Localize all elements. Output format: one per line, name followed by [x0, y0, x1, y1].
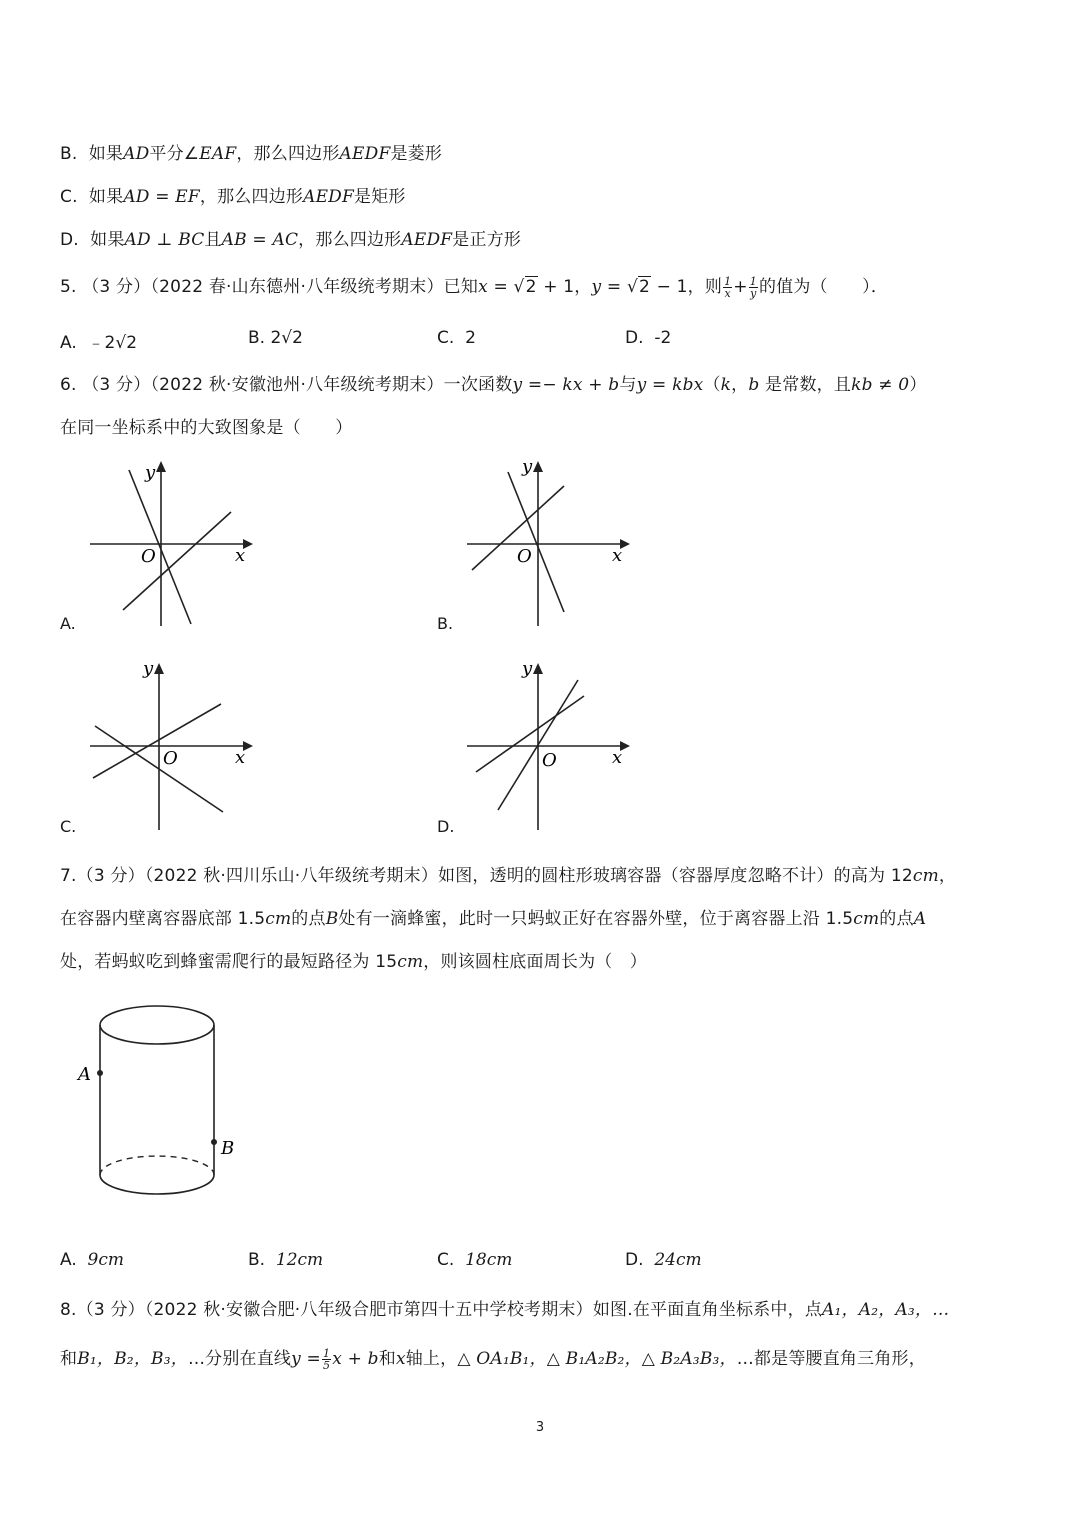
text: 8.（3 分）（2022 秋·安徽合肥·八年级合肥市第四十五中学校考期末）如图.在平面直角坐标系中，点 — [60, 1300, 823, 1320]
fraction — [749, 276, 758, 299]
fraction — [723, 276, 732, 299]
text: 是菱形 — [390, 144, 443, 164]
graph-c-label: C. — [60, 817, 77, 836]
text: 且 — [204, 230, 222, 250]
option-value: 12cm — [275, 1250, 324, 1270]
text: …分别在直线 — [187, 1349, 292, 1369]
graph-d-label: D. — [437, 817, 455, 836]
graph-a — [85, 450, 265, 635]
denominator: 5 — [323, 1358, 331, 1372]
graph-b-label: B. — [437, 614, 454, 633]
x-axis-label: x — [612, 747, 623, 768]
origin-label: O — [163, 748, 178, 769]
q5-option-c — [437, 328, 476, 348]
point-b-label: B — [221, 1138, 235, 1159]
text: ，则该圆柱底面周长为（ ） — [423, 952, 647, 972]
q4-option-b — [60, 139, 442, 164]
origin-label: O — [542, 750, 557, 771]
text: 是正方形 — [452, 230, 522, 250]
math: x + b — [332, 1349, 379, 1369]
math: k — [720, 375, 732, 395]
source: （2022 秋·安徽池州·八年级统考期末） — [150, 375, 444, 395]
math: y = kbx — [636, 375, 704, 395]
math: x — [395, 1349, 406, 1369]
text: ） — [909, 375, 927, 395]
text: ， — [938, 866, 957, 886]
text: 一次函数 — [443, 375, 513, 395]
text: 与 — [619, 375, 637, 395]
graph-b — [462, 450, 642, 635]
x-axis-label: x — [235, 747, 246, 768]
q7-stem-line3 — [60, 947, 647, 972]
text: − 1，则 — [651, 277, 723, 297]
text: 平分∠ — [149, 144, 200, 164]
math: cm — [265, 909, 292, 929]
point-b — [211, 1139, 217, 1145]
y-axis-label: y — [522, 658, 533, 679]
origin-label: O — [141, 546, 156, 567]
q5-option-d — [625, 328, 671, 348]
text: （ — [703, 375, 721, 395]
option-label: B. — [248, 1250, 266, 1270]
math: AD ⊥ BC — [124, 230, 205, 250]
graph-c — [85, 652, 265, 837]
page-number: 3 — [535, 1420, 545, 1435]
text: + — [733, 277, 748, 297]
text: 已知 — [443, 277, 479, 297]
text: 的点 — [291, 909, 326, 929]
text: 和 — [378, 1349, 396, 1369]
math: cm — [912, 866, 939, 886]
point-a — [97, 1070, 103, 1076]
text: 在容器内壁离容器底部 1.5 — [60, 909, 266, 929]
math: y = — [291, 1349, 321, 1369]
option-value: 18cm — [465, 1250, 513, 1270]
math: AEDF — [303, 187, 355, 207]
math: y =− kx + b — [512, 375, 620, 395]
q6-stem — [60, 370, 927, 395]
text: ， — [731, 375, 749, 395]
source: （2022 春·山东德州·八年级统考期末） — [150, 277, 444, 297]
math: AD — [123, 144, 150, 164]
q7-stem-line2 — [60, 904, 926, 929]
text: 如果 — [90, 230, 125, 250]
text: ，那么四边形 — [236, 144, 340, 164]
math: y = — [591, 277, 627, 297]
option-value: ﹣2√2 — [87, 333, 138, 353]
q5-stem — [60, 272, 888, 299]
q8-stem-line1 — [60, 1295, 949, 1320]
text: 7.（3 分）（2022 秋·四川乐山·八年级统考期末）如图，透明的圆柱形玻璃容器（容器厚度忽略不计）的高为 12 — [60, 866, 913, 886]
q6-stem-line2: 在同一坐标系中的大致图象是（ ） — [60, 418, 353, 438]
q4-option-d — [60, 225, 521, 250]
text: 处有一滴蜂蜜，此时一只蚂蚁正好在容器外壁，位于离容器上沿 1.5 — [338, 909, 854, 929]
option-label: C. — [60, 187, 78, 207]
denominator: y — [750, 286, 757, 300]
score: （3 分） — [82, 277, 151, 297]
text: 轴上， — [405, 1349, 458, 1369]
math: b — [748, 375, 760, 395]
option-value: 24cm — [654, 1250, 702, 1270]
option-label: B. — [248, 328, 266, 348]
q5-option-b — [248, 328, 303, 348]
math: cm — [853, 909, 880, 929]
math: AB = AC — [221, 230, 299, 250]
text: 的值为（ ）． — [758, 277, 889, 297]
score: （3 分） — [82, 375, 151, 395]
question-number: 6. — [60, 375, 77, 395]
q7-option-a — [60, 1250, 124, 1270]
math: B — [325, 909, 339, 929]
text: 处，若蚂蚁吃到蜂蜜需爬行的最短路径为 15 — [60, 952, 398, 972]
point-a-label: A — [78, 1064, 91, 1085]
q4-option-c — [60, 182, 406, 207]
option-label: A. — [60, 1250, 77, 1270]
denominator: x — [724, 286, 731, 300]
numerator: 1 — [323, 1346, 331, 1360]
text: ，那么四边形 — [298, 230, 402, 250]
sqrt-sign: √ — [626, 277, 638, 297]
option-label: A. — [60, 333, 77, 353]
option-label: D. — [625, 328, 644, 348]
math: kb ≠ 0 — [851, 375, 910, 395]
graph-a-label: A. — [60, 614, 76, 633]
option-value: 2 — [465, 328, 476, 348]
math: A₁，A₂，A₃，… — [822, 1300, 950, 1320]
text: …都是等腰直角三角形， — [736, 1349, 926, 1369]
y-axis-label: y — [522, 456, 533, 477]
math: cm — [397, 952, 424, 972]
text: 如果 — [88, 144, 124, 164]
q7-stem-line1 — [60, 861, 956, 886]
math: EAF — [199, 144, 237, 164]
sqrt-arg: 2 — [525, 277, 537, 297]
option-label: C. — [437, 328, 455, 348]
text: 是常数，且 — [759, 375, 852, 395]
cylinder-figure — [72, 995, 252, 1210]
option-label: C. — [437, 1250, 455, 1270]
text: + 1， — [537, 277, 592, 297]
option-value: -2 — [654, 328, 672, 348]
numerator: 1 — [749, 274, 757, 288]
option-label: B. — [60, 144, 78, 164]
math: AEDF — [339, 144, 391, 164]
text: 是矩形 — [354, 187, 406, 207]
math: AD = EF — [123, 187, 200, 207]
math: △ OA₁B₁，△ B₁A₂B₂，△ B₂A₃B₃， — [457, 1349, 737, 1369]
q7-option-b — [248, 1250, 323, 1270]
question-number: 5. — [60, 277, 77, 297]
x-axis-label: x — [235, 545, 246, 566]
origin-label: O — [517, 546, 532, 567]
math: A — [913, 909, 927, 929]
y-axis-label: y — [143, 658, 154, 679]
math: AEDF — [401, 230, 453, 250]
option-value: 2√2 — [270, 328, 303, 348]
graph-d — [462, 652, 642, 837]
y-axis-label: y — [145, 462, 156, 483]
q8-stem-line2 — [60, 1344, 926, 1371]
q7-option-d — [625, 1250, 702, 1270]
fraction — [322, 1348, 331, 1371]
option-value: 9cm — [87, 1250, 125, 1270]
text: 和 — [60, 1349, 78, 1369]
option-label: D. — [625, 1250, 644, 1270]
x-axis-label: x — [612, 545, 623, 566]
math: x = — [478, 277, 514, 297]
text: ，那么四边形 — [199, 187, 304, 207]
text: 的点 — [879, 909, 914, 929]
sqrt-sign: √ — [513, 277, 525, 297]
q5-option-a — [60, 328, 137, 353]
q7-option-c — [437, 1250, 512, 1270]
numerator: 1 — [724, 274, 732, 288]
sqrt-arg: 2 — [638, 277, 651, 297]
text: 如果 — [88, 187, 124, 207]
option-label: D. — [60, 230, 79, 250]
math: B₁，B₂，B₃， — [77, 1349, 188, 1369]
